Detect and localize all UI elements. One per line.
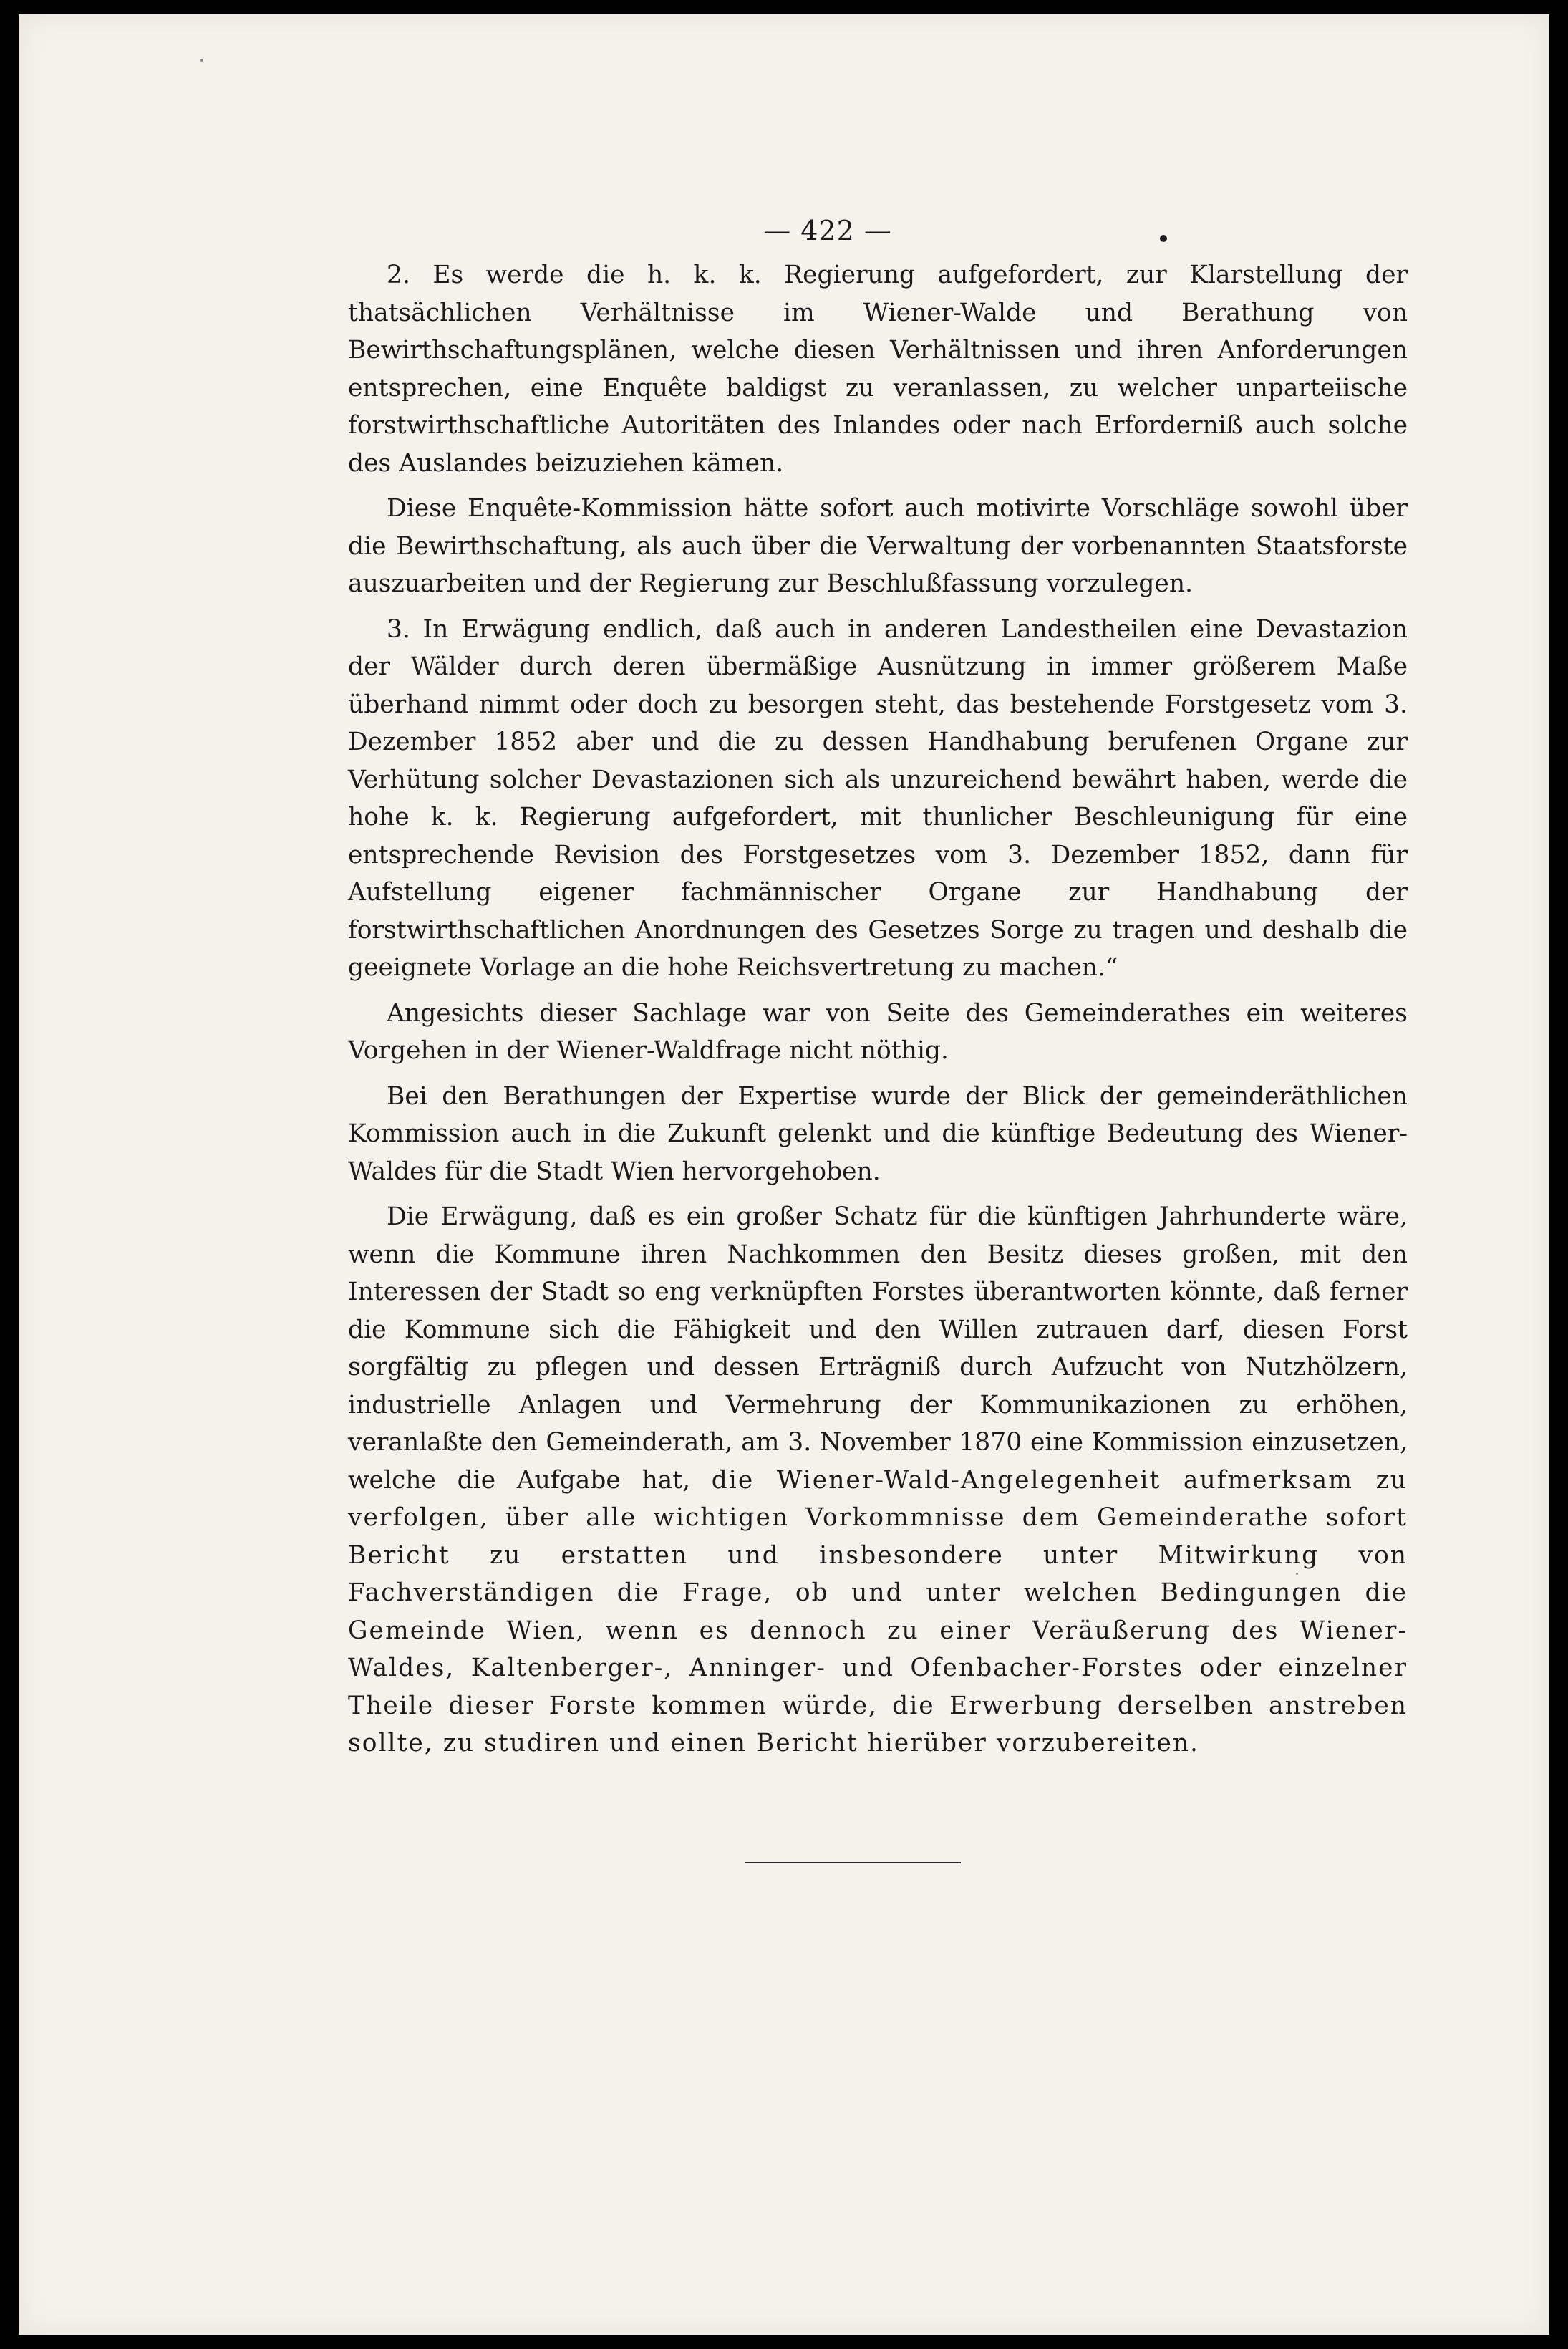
paragraph-commission [348,1198,1408,1762]
paragraph-commission-intro: Die Erwägung, daß es ein großer Schatz für die künftigen Jahrhunderte wäre, wenn die Kommune ihren Nachkommen den Besitz dieses großen, mit den Interessen der Stadt so eng verknüpften Forstes überantworten könnte, daß ferner die Kommune sich die Fähigkeit und den Willen zutrauen darf, diesen Forst sorgfältig zu pflegen und dessen Erträgniß durch Aufzucht von Nutzhölzern, industrielle Anlagen und Vermehrung der Kommunikazionen zu erhöhen, veranlaßte den Gemeinderath, am 3. November 1870 eine Kommission einzusetzen, welche die Aufgabe hat, [348,1202,1408,1495]
page-number: — 422 — [763,215,892,246]
paragraph-enquete-commission: Diese Enquête-Kommission hätte sofort auch motivirte Vorschläge sowohl über die Bewirthschaftung, als auch über die Verwaltung der vorbenannten Staatsforste auszuarbeiten und der Regierung zur Beschlußfassung vorzulegen. [348,494,1408,598]
closing-rule [745,1862,961,1863]
paragraph-point-3: 3. In Erwägung endlich, daß auch in anderen Landestheilen eine Devastazion der Wälder durch deren übermäßige Ausnützung in immer größerem Maße überhand nimmt oder doch zu besorgen steht, das bestehende Forstgesetz vom 3. Dezember 1852 aber und die zu dessen Handhabung berufenen Organe zur Verhütung solcher Devastazionen sich als unzureichend bewährt haben, werde die hohe k. k. Regierung aufgefordert, mit thunlicher Beschleunigung für eine entsprechende Revision des Forstgesetzes vom 3. Dezember 1852, dann für Aufstellung eigener fachmännischer Organe zur Handhabung der forstwirthschaftlichen Anordnungen des Gesetzes Sorge zu tragen und deshalb die geeignete Vorlage an die hohe Reichsvertretung zu machen.“ [348,614,1408,982]
paragraph-point-2: 2. Es werde die h. k. k. Regierung aufgefordert, zur Klarstellung der thatsächlichen Verhältnisse im Wiener-Walde und Berathung von Bewirthschaftungsplänen, welche diesen Verhältnissen und ihren Anforderungen entsprechen, eine Enquête baldigst zu veranlassen, zu welcher unparteiische forstwirthschaftliche Autoritäten des Inlandes oder nach Erforderniß auch solche des Auslandes beizuziehen kämen. [348,261,1408,478]
paragraph-expertise: Bei den Berathungen der Expertise wurde der Blick der gemeinderäthlichen Kommission auch in die Zukunft gelenkt und die künftige Bedeutung des Wiener-Waldes für die Stadt Wien hervorgehoben. [348,1081,1408,1186]
page-body [348,205,1408,1770]
paper-speck [200,59,203,62]
paragraph-situation: Angesichts dieser Sachlage war von Seite des Gemeinderathes ein weiteres Vorgehen in der Wiener-Waldfrage nicht nöthig. [348,998,1408,1065]
paragraph-commission-task: die Wiener-Wald-Angelegenheit aufmerksam zu verfolgen, über alle wichtigen Vorkommnisse dem Gemeinderathe sofort Bericht zu erstatten und insbesondere unter Mitwirkung von Fachverständigen die Frage, ob und unter welchen Bedingungen die Gemeinde Wien, wenn es dennoch zu einer Veräußerung des Wiener-Waldes, Kaltenberger-, Anninger- und Ofenbacher-Forstes oder einzelner Theile dieser Forste kommen würde, die Erwerbung derselben anstreben sollte, zu studiren und einen Bericht hierüber vorzubereiten. [348,1465,1408,1757]
